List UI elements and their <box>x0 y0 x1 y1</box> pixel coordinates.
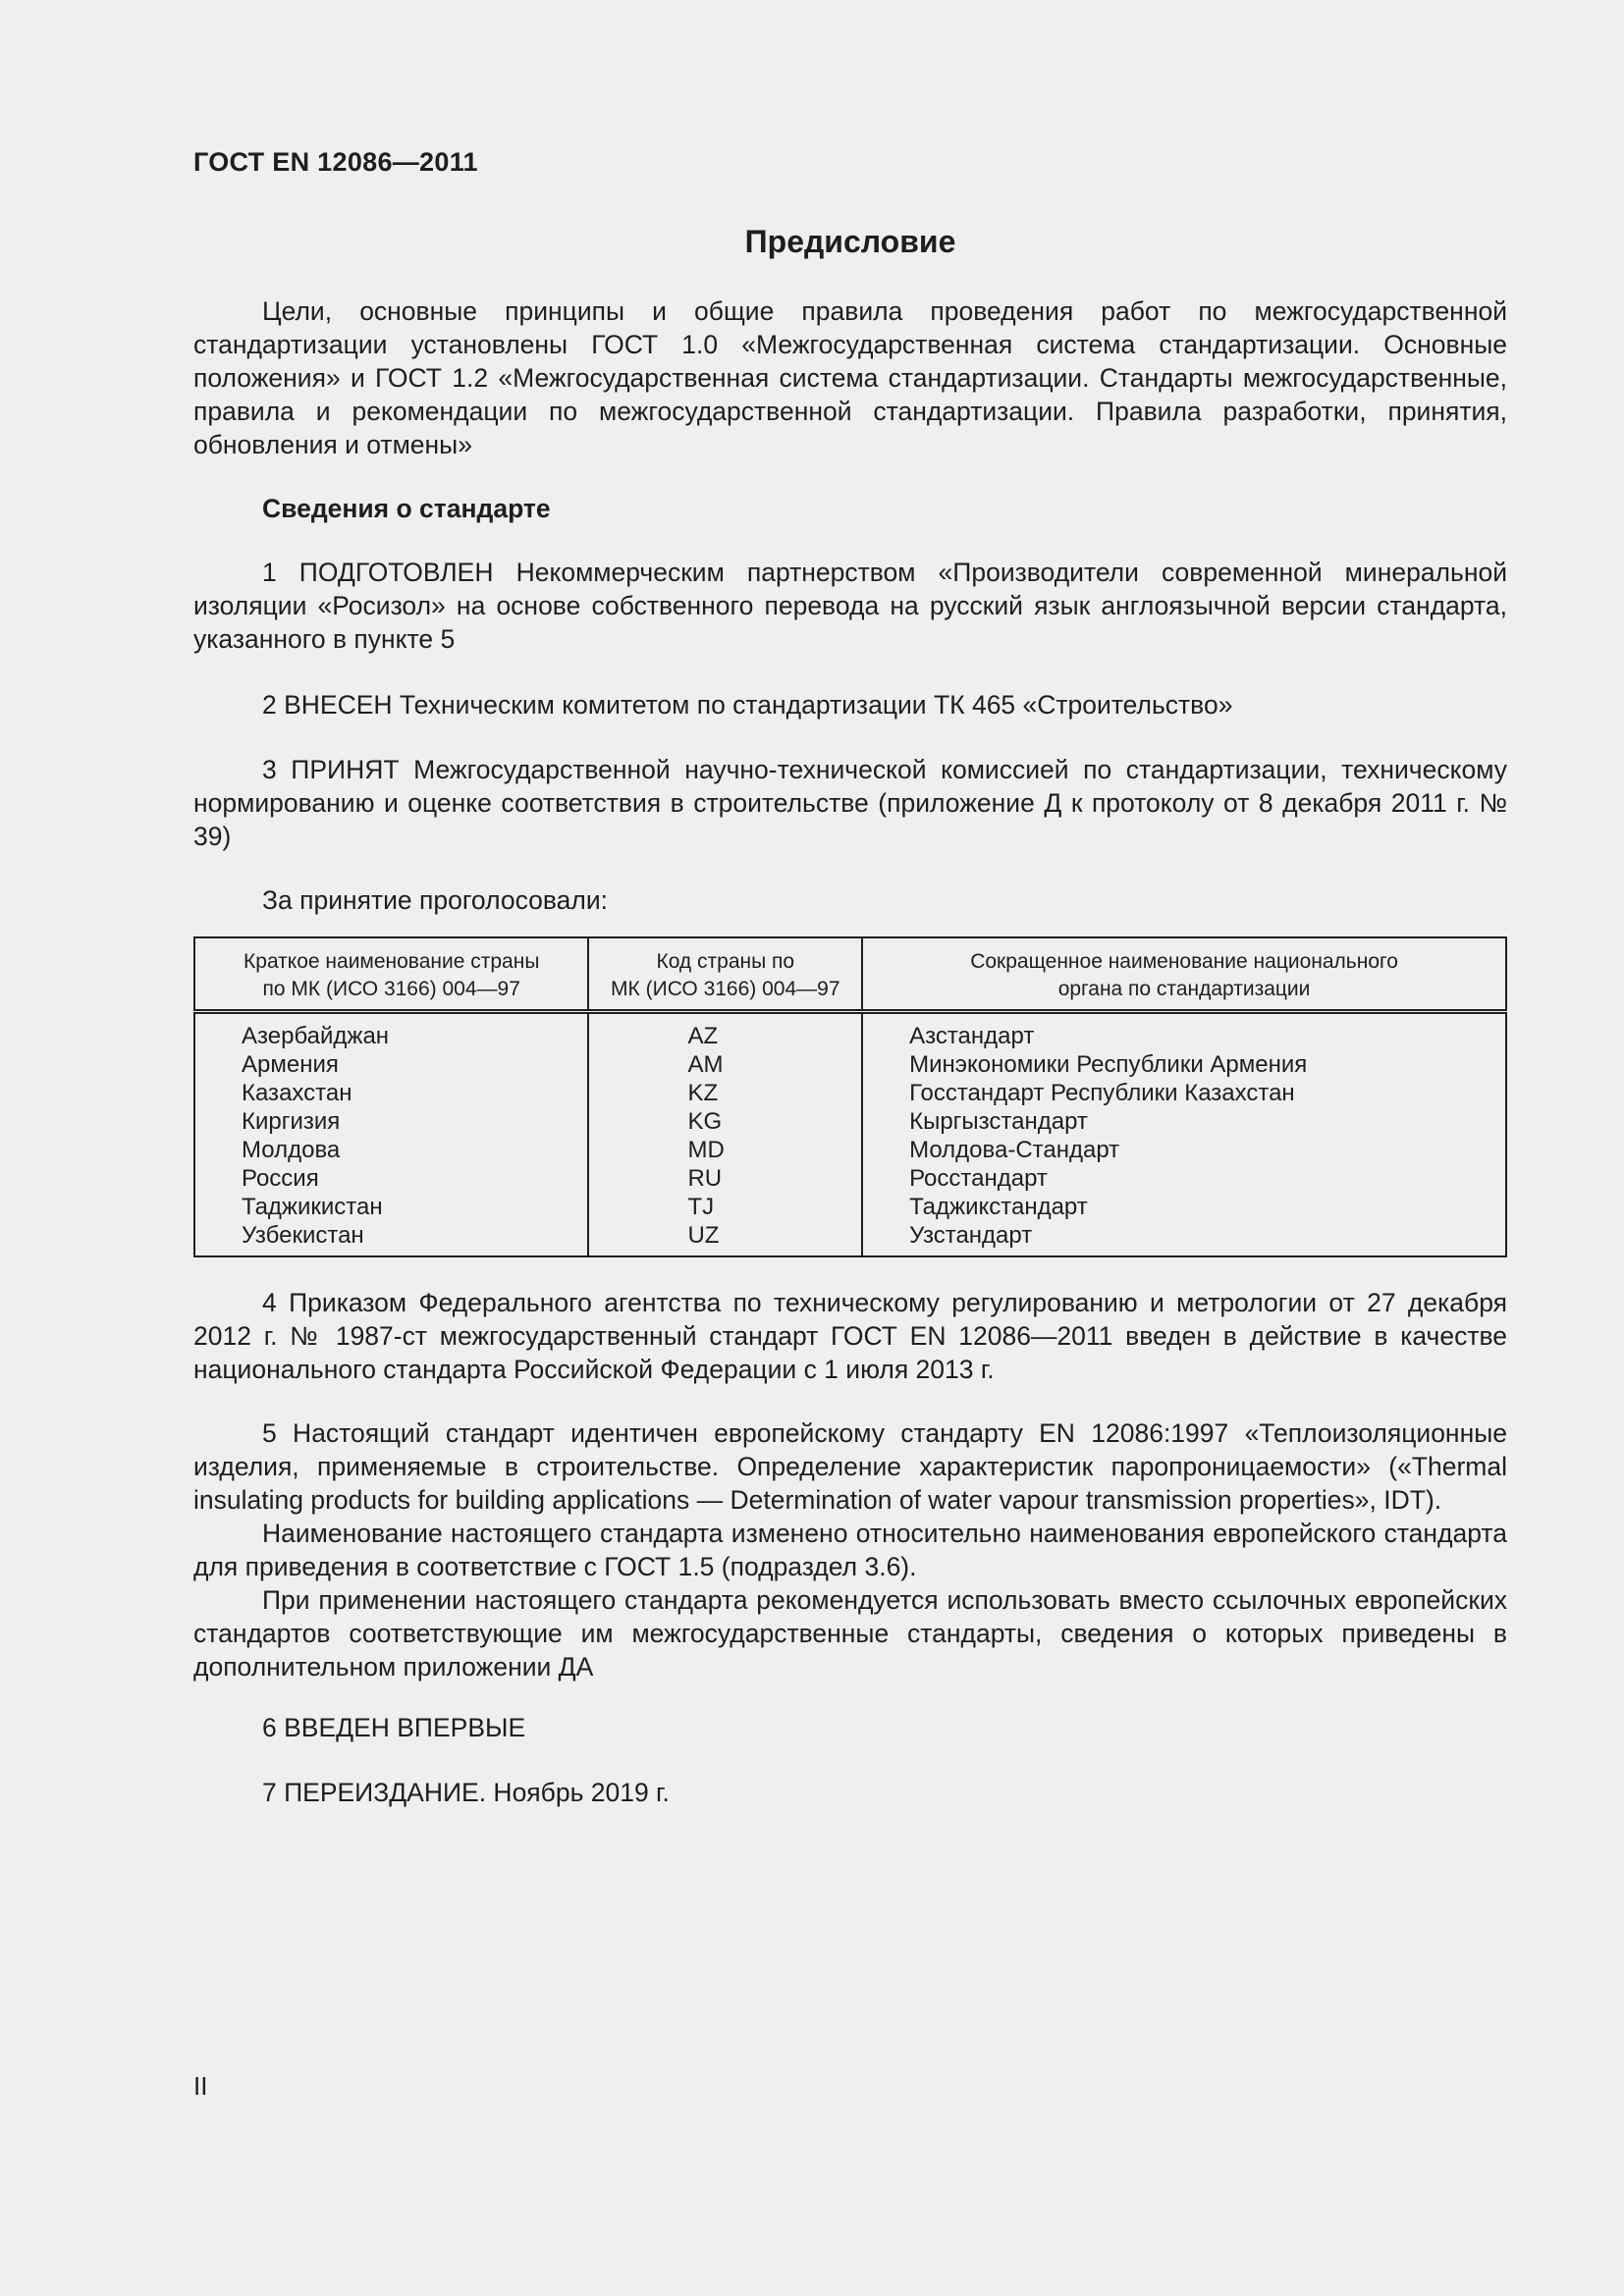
header-country-name: Краткое наименование страны по МК (ИСО 3166) 004—97 <box>194 937 588 1012</box>
cell-code: AZ <box>588 1012 862 1051</box>
cell-code: KG <box>588 1107 862 1136</box>
header-country-code: Код страны по МК (ИСО 3166) 004—97 <box>588 937 862 1012</box>
cell-body: Госстандарт Республики Казахстан <box>862 1079 1506 1107</box>
cell-country: Киргизия <box>194 1107 588 1136</box>
item-6-block <box>193 1711 1507 1744</box>
item-7: 7 ПЕРЕИЗДАНИЕ. Ноябрь 2019 г. <box>262 1778 670 1807</box>
item-4: 4 Приказом Федерального агентства по техническому регулированию и метрологии от 27 декабря 2012 г. № 1987-ст межгосударственный стандарт ГОСТ EN 12086—2011 введен в действие в качестве национального стандарта Российской Федерации с 1 июля 2013 г. <box>193 1288 1507 1384</box>
cell-country: Казахстан <box>194 1079 588 1107</box>
table-row <box>194 1221 1506 1256</box>
table-row <box>194 1136 1506 1164</box>
item-5-para-3: При применении настоящего стандарта рекомендуется использовать вместо ссылочных европейских стандартов соответствующие им межгосударственные стандарты, сведения о которых приведены в дополнительном приложении ДА <box>193 1585 1507 1682</box>
item-2-block <box>193 688 1507 721</box>
cell-country: Узбекистан <box>194 1221 588 1256</box>
item-4-block <box>193 1286 1507 1386</box>
cell-country: Азербайджан <box>194 1012 588 1051</box>
voted-block <box>193 883 1507 917</box>
item-7-block <box>193 1776 1507 1809</box>
header-national-body: Сокращенное наименование национального органа по стандартизации <box>862 937 1506 1012</box>
page-number: II <box>193 2071 208 2101</box>
cell-body: Узстандарт <box>862 1221 1506 1256</box>
voting-table <box>193 936 1507 1257</box>
document-page <box>193 0 1507 2296</box>
table-row <box>194 1193 1506 1221</box>
table-row <box>194 1079 1506 1107</box>
document-id: ГОСТ EN 12086—2011 <box>193 147 478 177</box>
item-6: 6 ВВЕДЕН ВПЕРВЫЕ <box>262 1713 526 1742</box>
item-5-para-2: Наименование настоящего стандарта изменено относительно наименования европейского стандарта для приведения в соответствие с ГОСТ 1.5 (подраздел 3.6). <box>193 1519 1507 1581</box>
cell-code: MD <box>588 1136 862 1164</box>
table-header-row <box>194 937 1506 1012</box>
table-row <box>194 1164 1506 1193</box>
cell-body: Таджикстандарт <box>862 1193 1506 1221</box>
table-row <box>194 1012 1506 1051</box>
voting-table-wrapper <box>193 936 1507 1257</box>
cell-code: UZ <box>588 1221 862 1256</box>
voted-label: За принятие проголосовали: <box>262 885 609 915</box>
item-5-block <box>193 1416 1507 1683</box>
cell-body: Минэкономики Республики Армения <box>862 1050 1506 1079</box>
cell-code: KZ <box>588 1079 862 1107</box>
table-row <box>194 1107 1506 1136</box>
cell-body: Азстандарт <box>862 1012 1506 1051</box>
section-heading-block <box>193 492 1507 525</box>
cell-body: Молдова-Стандарт <box>862 1136 1506 1164</box>
item-3: 3 ПРИНЯТ Межгосударственной научно-технической комиссией по стандартизации, техническому нормированию и оценке соответствия в строительстве (приложение Д к протоколу от 8 декабря 2011 г. № 39) <box>193 755 1507 851</box>
table-row <box>194 1050 1506 1079</box>
item-5-para-1: 5 Настоящий стандарт идентичен европейскому стандарту EN 12086:1997 «Теплоизоляционные изделия, применяемые в строительстве. Определение характеристик паропроницаемости» («Thermal insulating products for building applications — Determination of water vapour transmission properties», IDT). <box>193 1418 1507 1515</box>
cell-country: Армения <box>194 1050 588 1079</box>
item-3-block <box>193 753 1507 853</box>
cell-code: TJ <box>588 1193 862 1221</box>
page-title: Предисловие <box>744 224 956 259</box>
cell-body: Кыргызстандарт <box>862 1107 1506 1136</box>
cell-country: Молдова <box>194 1136 588 1164</box>
cell-country: Россия <box>194 1164 588 1193</box>
cell-code: RU <box>588 1164 862 1193</box>
cell-body: Росстандарт <box>862 1164 1506 1193</box>
intro-paragraph-block <box>193 294 1507 461</box>
cell-country: Таджикистан <box>194 1193 588 1221</box>
intro-paragraph: Цели, основные принципы и общие правила проведения работ по межгосударственной стандартизации установлены ГОСТ 1.0 «Межгосударственная система стандартизации. Основные положения» и ГОСТ 1.2 «Межгосударственная система стандартизации. Стандарты межгосударственные, правила и рекомендации по межгосударственной стандартизации. Правила разработки, принятия, обновления и отмены» <box>193 296 1507 459</box>
section-heading: Сведения о стандарте <box>262 494 551 523</box>
cell-code: AM <box>588 1050 862 1079</box>
item-1: 1 ПОДГОТОВЛЕН Некоммерческим партнерством «Производители современной минеральной изоляции «Росизол» на основе собственного перевода на русский язык англоязычной версии стандарта, указанного в пункте 5 <box>193 558 1507 654</box>
item-2: 2 ВНЕСЕН Техническим комитетом по стандартизации ТК 465 «Строительство» <box>262 690 1233 720</box>
item-1-block <box>193 556 1507 656</box>
